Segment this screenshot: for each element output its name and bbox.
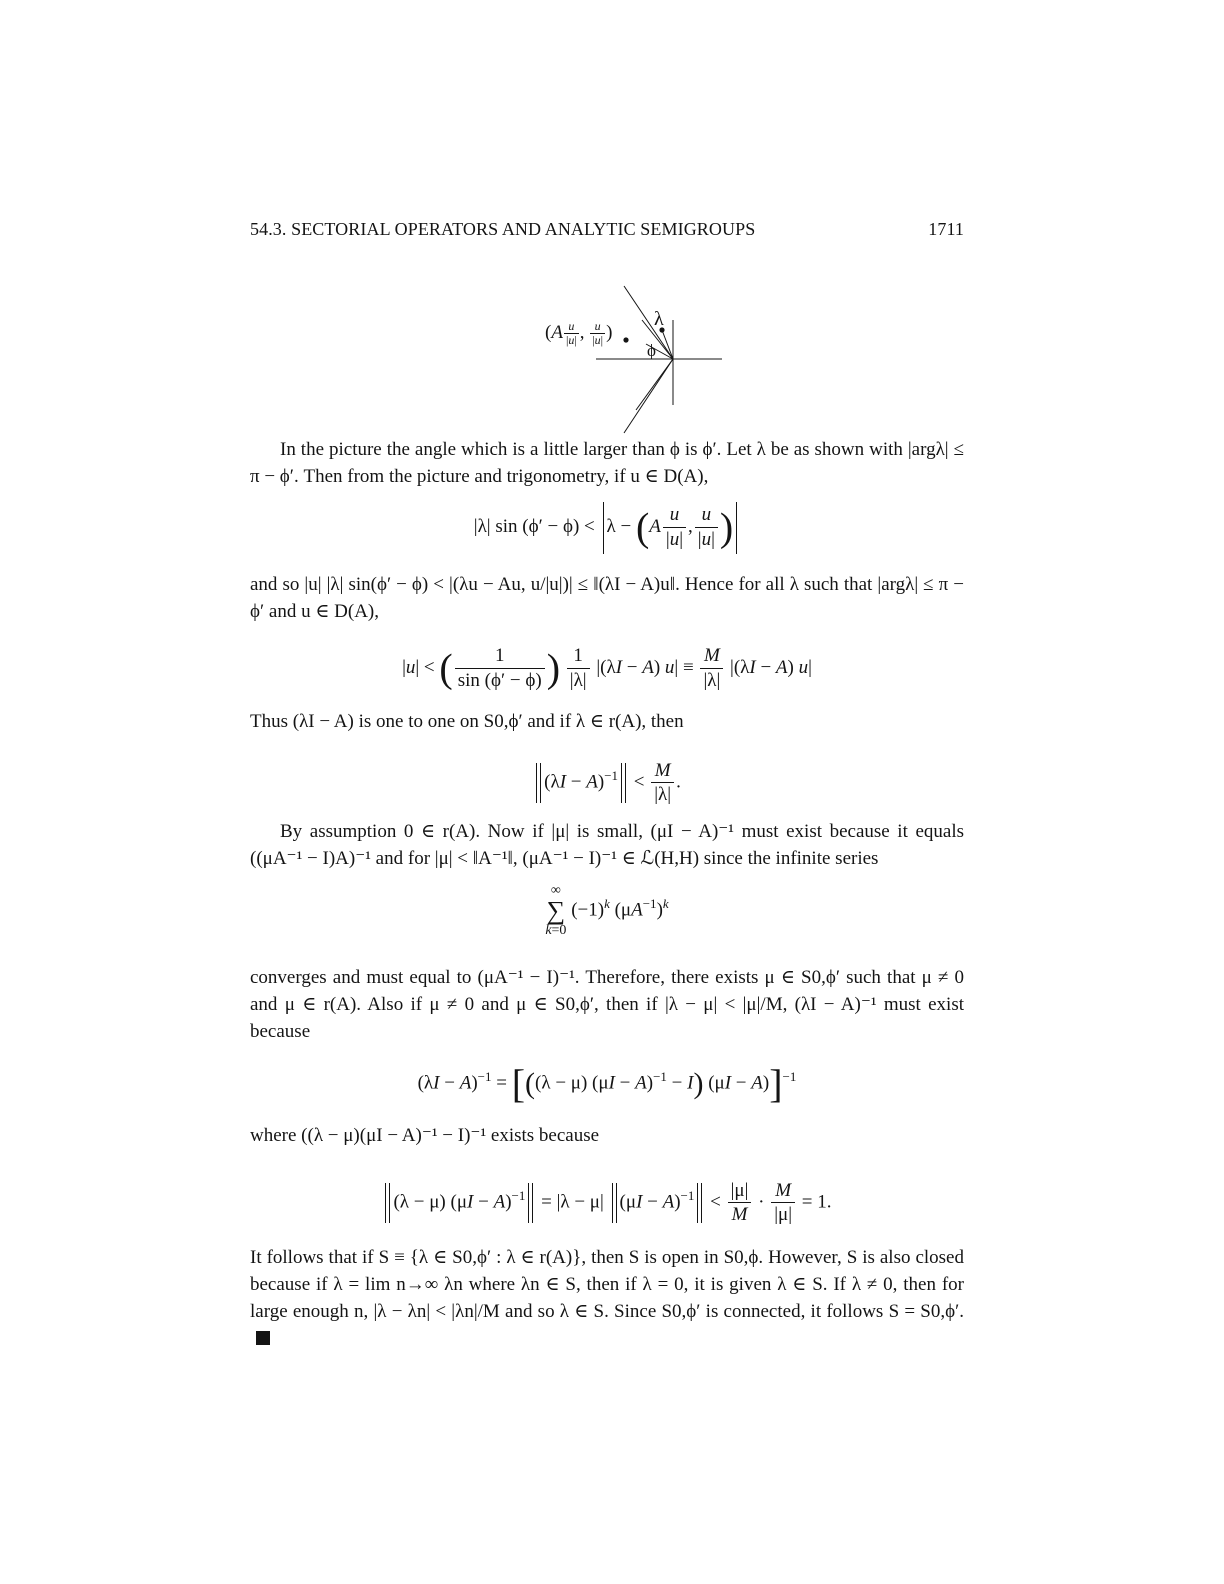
equation-2: |u| < ( $\frac{1}{\sin (\phi' - \phi)}$ ) $\frac{1}{|\lambda|}$ |(λI − A) u| ≡ $\frac{M}{|\lambda|}$ |(λI − A) u| — [402, 645, 812, 692]
p7-line3: then for large enough n, |λ − λn| < |λn|/M and so λ ∈ S. Since S0,ϕ′ is connected, it follows — [250, 1274, 964, 1322]
p5-line1: converges and must equal to (μA⁻¹ − I)⁻¹. Therefore, there exists μ ∈ S0,ϕ′ such that — [250, 967, 916, 988]
paragraph-5 — [250, 964, 964, 1045]
p4-line1: By assumption 0 ∈ r(A). Now if |μ| is small, (μI − A)⁻¹ must exist because it equals — [280, 821, 964, 842]
page — [250, 0, 964, 1584]
equation-5: $(\lambda I - A)^{-1} = [((\lambda - \mu) (\mu I - A)^{-1} - I)$ (μI − A)]$^{-1}$ — [417, 1060, 797, 1106]
p3-text: Thus (λI − A) is one to one on S0,ϕ′ and if λ ∈ r(A), then — [250, 711, 684, 732]
sector-figure — [250, 280, 964, 440]
p2-line2: |argλ| ≤ π − ϕ′ and u ∈ D(A), — [250, 574, 965, 622]
equation-4: ∞ ∑ k=0 $(-1)^k$ $(\mu A^{-1})^k$ — [545, 883, 669, 938]
equation-6: (λ − μ) $(\mu I - A)^{-1} = |\lambda - \mu|$ $(\mu I - A)^{-1}$ < $\frac{|\mu|}{M}$ · $\frac{M}{|\mu|}$ = 1. — [250, 1168, 964, 1224]
p5-line3: exist because — [250, 994, 965, 1042]
page-number: 1711 — [928, 219, 964, 239]
sector-ray-lower — [624, 359, 673, 433]
p1-line2: |argλ| ≤ π − ϕ′. Then from the picture and trigonometry, if u ∈ D(A), — [250, 439, 965, 487]
lambda-label: λ — [654, 308, 664, 330]
qed-square-icon — [256, 1331, 270, 1345]
paragraph-3 — [250, 708, 964, 735]
paragraph-6 — [250, 1122, 964, 1149]
p7-line1: It follows that if S ≡ {λ ∈ S0,ϕ′ : λ ∈ r(A)}, then S is open in S0,ϕ. However, S is also — [250, 1247, 911, 1268]
p1-line1: In the picture the angle which is a little larger than ϕ is ϕ′. Let λ be as shown with — [280, 439, 903, 460]
paragraph-2 — [250, 571, 964, 625]
point-label: (A $\frac{u}{|u|}$ , $\frac{u}{|u|}$ ) — [545, 319, 613, 348]
p7-line2: closed because if λ = lim n→∞ λn where λn ∈ S, then if λ = 0, it is given λ ∈ S. If λ ≠ 0, — [250, 1247, 964, 1295]
p4-line2: ((μA⁻¹ − I)A)⁻¹ and for |μ| < ‖A⁻¹‖, (μA⁻¹ − I)⁻¹ ∈ ℒ(H,H) since the infinite series — [250, 848, 879, 869]
p6-text: where ((λ − μ)(μI − A)⁻¹ − I)⁻¹ exists because — [250, 1125, 600, 1146]
running-header — [250, 219, 964, 240]
paragraph-7 — [250, 1244, 964, 1352]
equation-1: |λ| sin (ϕ′ − ϕ) < λ − (A $\frac{u}{|u|}$ , $\frac{u}{|u|}$ ) — [250, 500, 964, 554]
p5-line2: μ ≠ 0 and μ ∈ r(A). Also if μ ≠ 0 and μ ∈ S0,ϕ′, then if |λ − μ| < |μ|/M, (λI − A)⁻¹ must — [250, 967, 965, 1015]
section-title: 54.3. SECTORIAL OPERATORS AND ANALYTIC SEMIGROUPS — [250, 219, 756, 239]
sector-ray-lower-inner — [636, 359, 673, 410]
p2-line1: and so |u| |λ| sin(ϕ′ − ϕ) < |(λu − Au, u/|u|)| ≤ ‖(λI − A)u‖. Hence for all λ such that — [250, 574, 873, 595]
paragraph-1 — [250, 436, 964, 490]
sector-diagram — [250, 280, 964, 440]
paragraph-4 — [250, 818, 964, 872]
numerical-range-point — [623, 337, 628, 342]
phi-label: ϕ — [647, 341, 656, 360]
p7-line4: S = S0,ϕ′. — [888, 1301, 965, 1322]
equation-3: $(\lambda I - A)^{-1}$ < $\frac{M}{|\lambda|}$ . — [250, 748, 964, 804]
